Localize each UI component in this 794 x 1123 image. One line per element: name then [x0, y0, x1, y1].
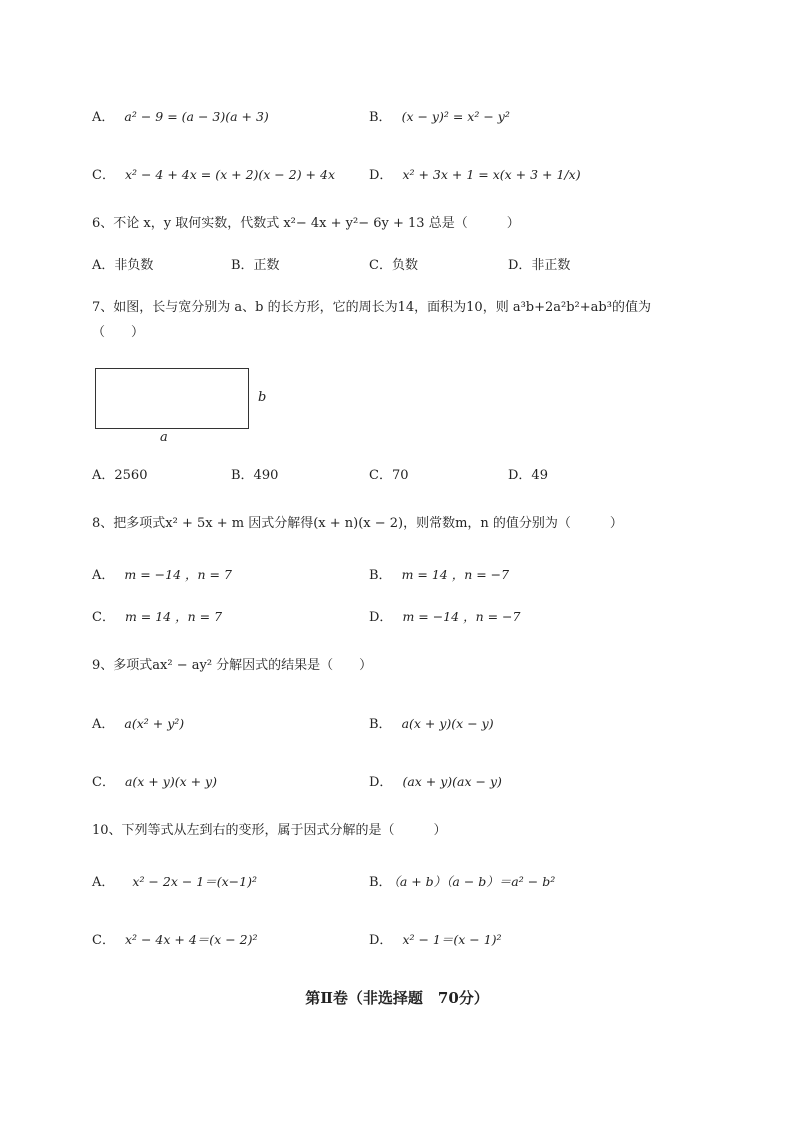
option-label: B．: [369, 717, 392, 732]
option-expression: m = 14 ，n = −7: [401, 567, 510, 582]
q10-stem: 10、下列等式从左到右的变形，属于因式分解的是（ ）: [92, 823, 447, 838]
option-expression: a(x + y)(x − y): [401, 716, 494, 731]
q7-option-d: D．49: [508, 468, 548, 483]
option-label: C．: [92, 610, 115, 625]
q7-stem-blank: （ ）: [92, 325, 145, 340]
rectangle-figure: [95, 368, 249, 429]
q6-option-b: B．正数: [231, 258, 280, 273]
option-expression: (ax + y)(ax − y): [402, 774, 502, 789]
q6-option-a: A．非负数: [92, 258, 154, 273]
q5-option-a: [92, 107, 269, 128]
q5-option-b: [369, 107, 510, 128]
q6-stem: 6、不论 x，y 取何实数，代数式 x²− 4x + y²− 6y + 13 总是（ ）: [92, 216, 520, 231]
option-label: C．: [92, 775, 115, 790]
option-expression: x² − 2x − 1＝(x−1)²: [132, 874, 257, 889]
q10-option-b: [369, 872, 555, 893]
option-label: D．: [369, 775, 393, 790]
option-expression: a(x² + y²): [124, 716, 185, 731]
figure-label-a: a: [160, 430, 168, 445]
option-label: C．: [92, 168, 115, 183]
option-expression: x² + 3x + 1 = x(x + 3 + 1/x): [402, 167, 581, 182]
q6-option-d: D．非正数: [508, 258, 571, 273]
q5-option-d: [369, 165, 581, 186]
option-expression: m = −14 ，n = 7: [124, 567, 232, 582]
q8-option-c: [92, 607, 222, 628]
q7-option-b: B．490: [231, 468, 279, 483]
q9-option-b: [369, 714, 494, 735]
option-label: A．: [92, 568, 115, 583]
option-expression: a² − 9 = (a − 3)(a + 3): [124, 109, 269, 124]
option-expression: m = −14 ，n = −7: [402, 609, 521, 624]
q8-option-d: [369, 607, 520, 628]
q8-option-b: [369, 565, 509, 586]
option-label: C．: [92, 933, 115, 948]
q8-stem: 8、把多项式x² + 5x + m 因式分解得(x + n)(x − 2)，则常数m，n 的值分别为（ ）: [92, 516, 623, 531]
q10-option-a: [92, 872, 257, 893]
q7-option-c: C．70: [369, 468, 409, 483]
section-title: 第Ⅱ卷（非选择题 70分）: [305, 989, 489, 1007]
q9-stem: 9、多项式ax² − ay² 分解因式的结果是（ ）: [92, 658, 373, 673]
option-label: D．: [369, 933, 393, 948]
option-label: A．: [92, 717, 115, 732]
option-expression: x² − 1＝(x − 1)²: [402, 932, 502, 947]
option-label: B．: [369, 110, 392, 125]
q9-option-c: [92, 772, 217, 793]
q8-option-a: [92, 565, 232, 586]
option-label: A．: [92, 110, 115, 125]
option-expression: x² − 4 + 4x = (x + 2)(x − 2) + 4x: [124, 167, 336, 182]
option-expression: m = 14 ，n = 7: [124, 609, 223, 624]
q10-option-d: [369, 930, 502, 951]
q7-option-a: A．2560: [92, 468, 148, 483]
option-expression: （a + b）（a − b）＝a² − b²: [393, 874, 556, 889]
option-label: B．: [369, 568, 392, 583]
q9-option-d: [369, 772, 502, 793]
option-label: B．: [369, 875, 392, 890]
figure-label-b: b: [258, 390, 267, 405]
option-expression: (x − y)² = x² − y²: [401, 109, 510, 124]
q6-option-c: C．负数: [369, 258, 418, 273]
option-label: D．: [369, 610, 393, 625]
q5-option-c: [92, 165, 335, 186]
option-expression: a(x + y)(x + y): [124, 774, 217, 789]
option-label: D．: [369, 168, 393, 183]
option-expression: x² − 4x + 4＝(x − 2)²: [124, 932, 258, 947]
q10-option-c: [92, 930, 258, 951]
q9-option-a: [92, 714, 184, 735]
q7-stem: 7、如图，长与宽分别为 a、b 的长方形，它的周长为14，面积为10，则 a³b+2a²b²+ab³的值为: [92, 300, 651, 315]
option-label: A．: [92, 875, 115, 890]
